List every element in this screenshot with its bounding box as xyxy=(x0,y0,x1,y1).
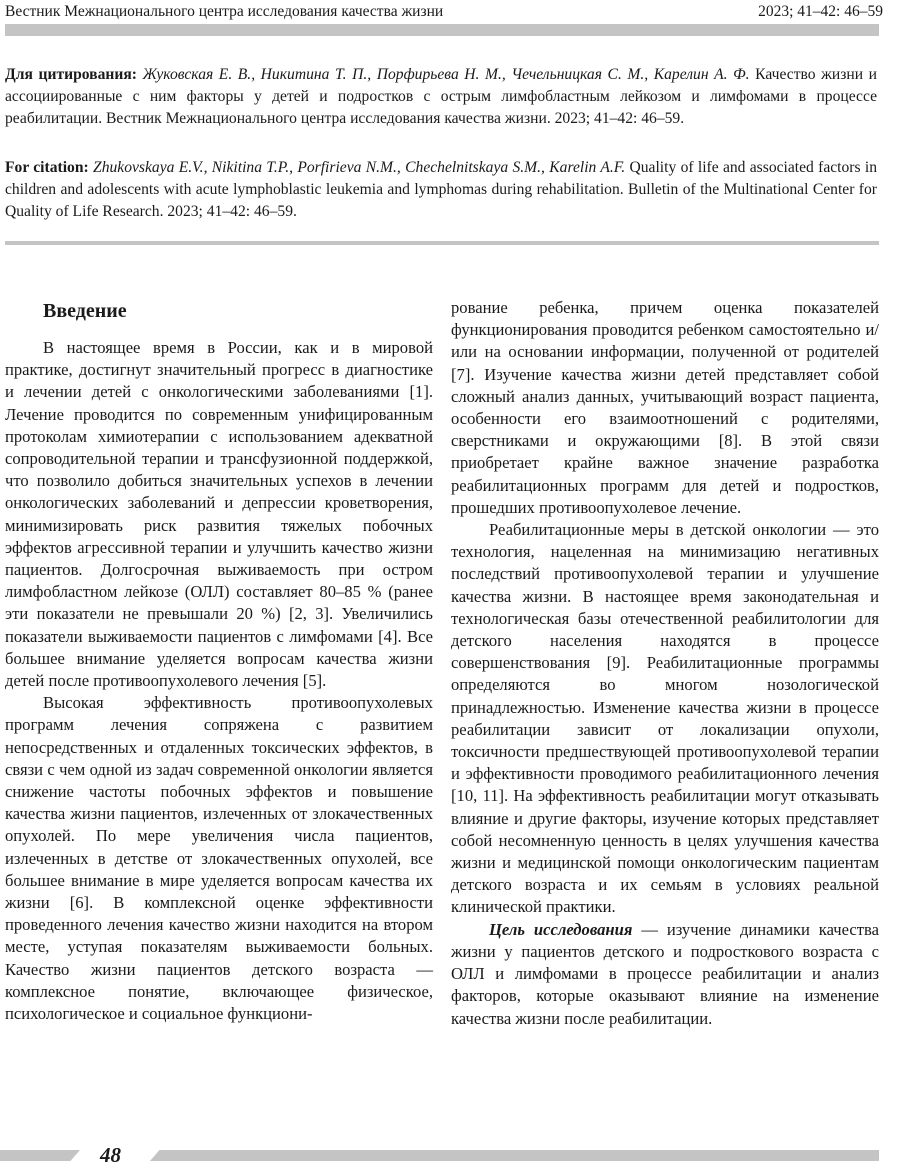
column-left xyxy=(5,297,433,1025)
issue-info: 2023; 41–42: 46–59 xyxy=(758,3,883,20)
section-rule xyxy=(5,241,879,245)
footer-rule-right xyxy=(150,1150,879,1161)
citation-en-authors: Zhukovskaya E.V., Nikitina T.P., Porfirieva N.M., Chechelnitskaya S.M., Karelin A.F. xyxy=(93,159,626,176)
citation-ru-text: Качество жизни и ассоциированные с ним факторы у детей и подростков с острым лимфобластным лейкозом и лимфомами в процессе реабилитации. Вестник Межнационального центра исследования качества жизни. 2023; 41–42: 46–59. xyxy=(5,66,877,127)
paragraph-aim xyxy=(451,919,879,1030)
page-number: 48 xyxy=(100,1143,121,1167)
header-rule xyxy=(5,24,879,36)
journal-title: Вестник Межнационального центра исследования качества жизни xyxy=(5,3,444,20)
paragraph-rehabilitation: Реабилитационные меры в детской онкологии — это технология, нацеленная на минимизацию негативных последствий противоопухолевой терапии и улучшение качества жизни. В настоящее время законодательная и технологическая базы отечественной реабилитологии для детского населения находятся в процессе совершенствования [9]. Реабилитационные программы определяются во многом нозологической принадлежностью. Изменение качества жизни в процессе реабилитации зависит от локализации опухоли, токсичности предшествующей противоопухолевой терапии и эффективности проводимого реабилитационного лечения [10, 11]. На эффективность реабилитации могут отказывать влияние и другие факторы, изучение которых представляет собой несомненную ценность в целях улучшения качества жизни и медицинской помощи онкологическим пациентам детского возраста и их семьям в условиях реальной клинической практики. xyxy=(451,520,879,917)
aim-label: Цель исследования xyxy=(489,919,633,939)
citation-ru-authors: Жуковская Е. В., Никитина Т. П., Порфирьева Н. М., Чечельницкая С. М., Карелин А. Ф. xyxy=(142,66,750,83)
paragraph-efficacy: Высокая эффективность противоопухолевых программ лечения сопряжена с развитием непосредственных и отдаленных токсических эффектов, в связи с чем одной из задач современной онкологии является снижение частоты побочных эффектов и повышение качества жизни пациентов, излеченных от злокачественных опухолей. По мере увеличения числа пациентов, излеченных в детстве от злокачественных опухолей, все большее внимание в мире уделяется вопросам качества их жизни [6]. В комплексной оценке эффективности проведенного лечения качество жизни находится на втором месте, уступая показателям выживаемости больных. Качество жизни пациентов детского возраста — комплексное понятие, включающее физическое, психологическое и социальное функциони- xyxy=(5,693,433,1024)
paragraph-efficacy-continued: рование ребенка, причем оценка показателей функционирования проводится ребенком самостоятельно и/или на основании информации, полученной от родителей [7]. Изучение качества жизни детей представляет собой сложный анализ данных, учитывающий возраст пациента, особенности его взаимоотношений с родителями, сверстниками и окружающими [8]. В этой связи приобретает крайне важное значение разработка реабилитационных программ для детей и подростков, прошедших противоопухолевое лечение. xyxy=(451,298,879,517)
column-right xyxy=(451,297,879,1030)
citation-en-text: Quality of life and associated factors in children and adolescents with acute lymphoblastic leukemia and lymphomas during rehabilitation. Bulletin of the Multinational Center for Quality of Life Research. 2023; 41–42: 46–59. xyxy=(5,159,877,220)
section-heading: Введение xyxy=(43,300,127,322)
citation-en xyxy=(5,157,877,223)
citation-ru xyxy=(5,64,877,130)
running-header xyxy=(5,0,883,22)
paragraph-intro: В настоящее время в России, как и в мировой практике, достигнут значительный прогресс в диагностике и лечении детей с онкологическими заболеваниями [1]. Лечение проводится по современным унифицированным протоколам химиотерапии с использованием адекватной сопроводительной терапии и трансфузионной поддержкой, что позволило добиться значительных успехов в лечении онкологических заболеваний и депрессии кроветворения, минимизировать риск развития тяжелых побочных эффектов агрессивной терапии и улучшить качество жизни пациентов. Долгосрочная выживаемость при остром лимфобластном лейкозе (ОЛЛ) составляет 80–85 % (ранее эти показатели не превышали 20 %) [2, 3]. Увеличились показатели выживаемости пациентов с лимфомами [4]. Все большее внимание уделяется вопросам качества жизни детей после противоопухолевого лечения [5]. xyxy=(5,338,433,691)
citation-en-label: For citation: xyxy=(5,159,89,176)
citation-ru-label: Для цитирования: xyxy=(5,66,137,83)
footer-rule-left xyxy=(0,1150,80,1161)
aim-text: — изучение динамики качества жизни у пациентов детского и подросткового возраста с ОЛЛ и лимфомами в процессе реабилитации и анализ факторов, которые оказывают влияние на изменение качества жизни после реабилитации. xyxy=(451,919,879,1028)
